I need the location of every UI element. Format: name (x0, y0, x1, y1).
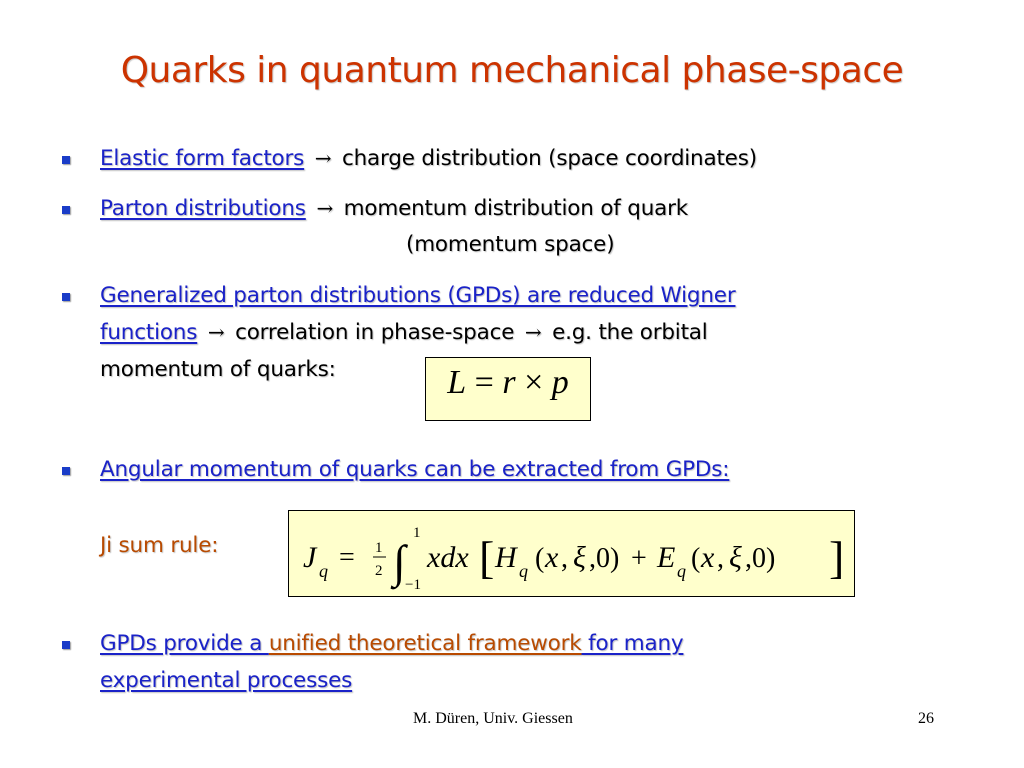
svg-text:H: H (495, 541, 517, 574)
bullet-3-text-b: e.g. the orbital (552, 320, 708, 345)
bullet-5-line-2 (100, 668, 352, 693)
svg-text:x: x (545, 541, 559, 574)
svg-text:]: ] (829, 532, 845, 583)
svg-text:−1: −1 (405, 577, 421, 593)
svg-text:q: q (519, 561, 528, 581)
bullet-2 (100, 196, 688, 221)
footer-author: M. Düren, Univ. Giessen (413, 710, 573, 727)
svg-text:ξ: ξ (573, 541, 586, 574)
bullet-marker (62, 156, 74, 168)
bullet-1-text: charge distribution (space coordinates) (342, 146, 757, 171)
experimental-processes-link[interactable]: experimental processes (100, 668, 353, 693)
arrow-icon: → (207, 320, 225, 344)
bullet-3-line-1 (100, 283, 735, 308)
svg-text:∫: ∫ (393, 536, 406, 587)
svg-text:1: 1 (413, 525, 421, 541)
bullet-1 (100, 146, 757, 171)
functions-link[interactable]: functions (100, 320, 198, 345)
page-number: 26 (918, 710, 934, 727)
ji-sum-rule-formula (289, 511, 854, 596)
svg-text:[: [ (479, 532, 495, 583)
svg-text:q: q (319, 561, 328, 581)
bullet-marker (62, 293, 74, 305)
angular-momentum-gpds-link[interactable]: Angular momentum of quarks can be extracted from GPDs: (100, 457, 730, 482)
ji-sum-rule-formula-box (288, 510, 855, 597)
svg-text:=: = (339, 542, 355, 573)
svg-text:x: x (701, 541, 715, 574)
arrow-icon: → (524, 320, 542, 344)
svg-text:J: J (303, 541, 317, 574)
elastic-form-factors-link[interactable]: Elastic form factors (100, 146, 305, 171)
angular-momentum-formula-box (425, 357, 591, 421)
bullet-4 (100, 457, 729, 482)
gpds-provide-link[interactable]: GPDs provide a (100, 631, 269, 656)
unified-framework-link[interactable]: unified theoretical framework (268, 631, 582, 656)
bullet-marker (62, 206, 74, 218)
slide-title: Quarks in quantum mechanical phase-space (120, 50, 904, 91)
svg-text:ξ: ξ (729, 541, 742, 574)
bullet-3-line-3: momentum of quarks: (100, 357, 336, 382)
bullet-2-continuation: (momentum space) (406, 232, 615, 257)
arrow-icon: → (316, 196, 333, 220)
svg-text:2: 2 (375, 563, 383, 579)
svg-text:,0): ,0) (745, 543, 776, 574)
svg-text:,0): ,0) (589, 543, 620, 574)
parton-distributions-link[interactable]: Parton distributions (100, 196, 306, 221)
arrow-icon: → (314, 146, 332, 170)
svg-text:(: ( (691, 543, 701, 574)
svg-text:(: ( (535, 543, 545, 574)
bullet-marker (62, 467, 74, 479)
for-many-link[interactable]: for many (581, 631, 684, 656)
svg-text:1: 1 (375, 540, 383, 556)
svg-text:q: q (677, 561, 686, 581)
svg-text:E: E (657, 541, 676, 574)
svg-text:,: , (717, 543, 724, 574)
bullet-3-line-2 (100, 320, 708, 345)
bullet-2-text: momentum distribution of quark (343, 196, 689, 221)
bullet-marker (62, 641, 74, 653)
gpd-wigner-link[interactable]: Generalized parton distributions (GPDs) are reduced Wigner (100, 283, 736, 308)
bullet-3-text-a: correlation in phase-space (235, 320, 515, 345)
svg-text:,: , (561, 543, 568, 574)
svg-text:xdx: xdx (427, 541, 469, 574)
ji-sum-rule-label: Ji sum rule: (100, 533, 219, 558)
bullet-5-line-1 (100, 631, 683, 656)
svg-text:+: + (631, 543, 647, 574)
angular-momentum-formula: L = r × p (447, 364, 569, 401)
